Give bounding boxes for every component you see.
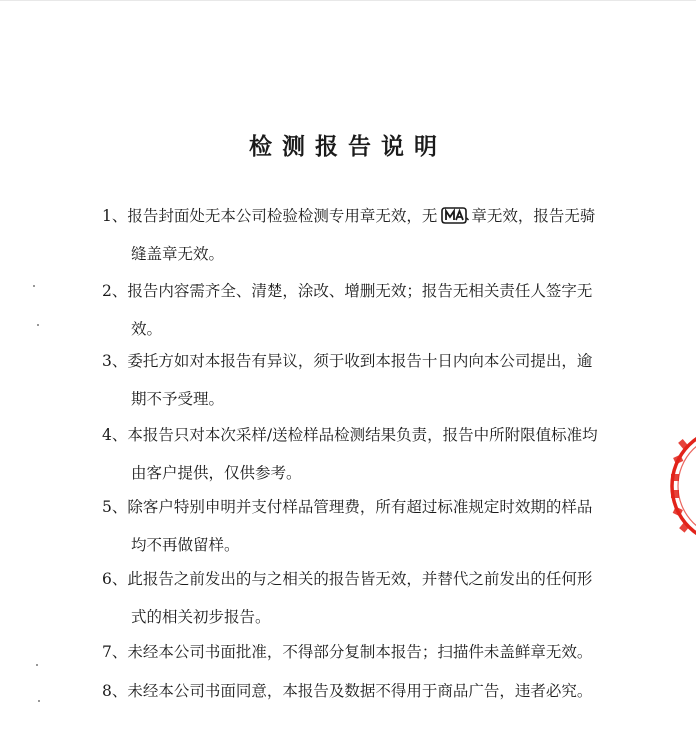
item-6-line1 bbox=[102, 560, 626, 598]
item-number: 7、 bbox=[102, 643, 128, 661]
scan-speck bbox=[36, 664, 38, 666]
item-2-line1 bbox=[102, 272, 626, 310]
item-number: 1、 bbox=[102, 207, 128, 225]
list-item-2 bbox=[102, 272, 626, 348]
item-6-text: 此报告之前发出的与之相关的报告皆无效，并替代之前发出的任何形 bbox=[127, 570, 593, 588]
list-item-4 bbox=[102, 416, 626, 492]
item-7-text: 未经本公司书面批准，不得部分复制本报告；扫描件未盖鲜章无效。 bbox=[127, 643, 593, 661]
item-4-text: 本报告只对本次采样/送检样品检测结果负责，报告中所附限值标准均 bbox=[127, 426, 598, 444]
item-3-text: 委托方如对本报告有异议，须于收到本报告十日内向本公司提出，逾 bbox=[127, 352, 593, 370]
item-7-line1 bbox=[102, 633, 626, 671]
scan-speck bbox=[33, 285, 35, 287]
item-5-line2: 均不再做留样。 bbox=[131, 536, 240, 554]
item-1-text-b: 章无效，报告无骑 bbox=[471, 207, 596, 225]
page-title: 检测报告说明 bbox=[249, 134, 447, 160]
item-1-line1 bbox=[102, 197, 626, 235]
item-4-line2: 由客户提供，仅供参考。 bbox=[131, 464, 302, 482]
item-number: 5、 bbox=[102, 498, 128, 516]
item-1-text-a: 报告封面处无本公司检验检测专用章无效，无 bbox=[127, 207, 438, 225]
cma-mark-icon bbox=[439, 207, 469, 224]
item-6-line2: 式的相关初步报告。 bbox=[131, 608, 271, 626]
item-5-line1 bbox=[102, 488, 626, 526]
item-5-text: 除客户特别申明并支付样品管理费，所有超过标准规定时效期的样品 bbox=[127, 498, 593, 516]
list-item-5 bbox=[102, 488, 626, 564]
item-3-line2: 期不予受理。 bbox=[131, 390, 225, 408]
list-item-6 bbox=[102, 560, 626, 636]
item-8-line1 bbox=[102, 672, 626, 710]
item-8-text: 未经本公司书面同意，本报告及数据不得用于商品广告，违者必究。 bbox=[127, 682, 593, 700]
list-item-7 bbox=[102, 633, 626, 671]
item-number: 6、 bbox=[102, 570, 128, 588]
item-2-text: 报告内容需齐全、清楚，涂改、增删无效；报告无相关责任人签字无 bbox=[127, 282, 593, 300]
list-item-3 bbox=[102, 342, 626, 418]
item-number: 4、 bbox=[102, 426, 128, 444]
list-item-8 bbox=[102, 672, 626, 710]
scan-speck bbox=[37, 324, 39, 326]
seal-stamp-icon bbox=[668, 428, 696, 548]
item-3-line1 bbox=[102, 342, 626, 380]
item-number: 8、 bbox=[102, 682, 128, 700]
item-1-line2: 缝盖章无效。 bbox=[131, 245, 225, 263]
item-4-line1 bbox=[102, 416, 626, 454]
page-top-edge bbox=[0, 0, 696, 1]
list-item-1 bbox=[102, 197, 626, 273]
scan-speck bbox=[38, 700, 40, 702]
item-number: 3、 bbox=[102, 352, 128, 370]
item-2-line2: 效。 bbox=[131, 320, 163, 338]
item-number: 2、 bbox=[102, 282, 128, 300]
